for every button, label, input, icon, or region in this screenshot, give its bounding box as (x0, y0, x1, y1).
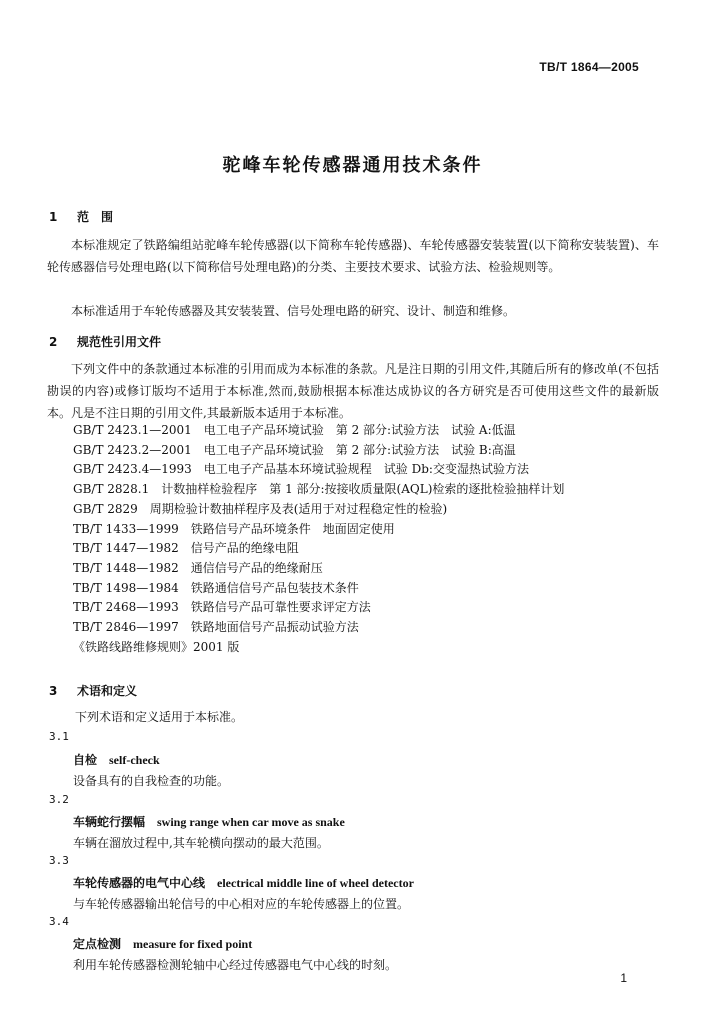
term-zh: 车辆蛇行摆幅 (73, 815, 146, 829)
term-definition: 车辆在溜放过程中,其车轮横向摆动的最大范围。 (73, 836, 329, 850)
term-definition: 设备具有的自我检查的功能。 (73, 774, 230, 788)
reference-item: GB/T 2829 周期检验计数抽样程序及表(适用于对过程稳定性的检验) (73, 501, 448, 516)
term-zh: 自检 (73, 753, 98, 767)
section-number: 2 (49, 335, 58, 349)
reference-item: GB/T 2423.1—2001 电工电子产品环境试验 第 2 部分:试验方法 试验 A:低温 (73, 423, 516, 437)
reference-item: 《铁路线路维修规则》2001 版 (73, 639, 240, 654)
term-definition: 与车轮传感器输出轮信号的中心相对应的车轮传感器上的位置。 (73, 897, 410, 911)
term-title (73, 813, 345, 830)
page-number: 1 (620, 971, 627, 985)
term-title (73, 751, 160, 768)
section-title: 范 围 (77, 210, 114, 224)
section-title: 术语和定义 (77, 684, 138, 698)
reference-item: GB/T 2423.4—1993 电工电子产品基本环境试验规程 试验 Db:交变湿热试验方法 (73, 462, 529, 477)
section-1-heading (49, 208, 113, 225)
section-2-heading (49, 333, 161, 350)
term-en: electrical middle line of wheel detector (217, 876, 414, 890)
term-number: 3.1 (49, 730, 69, 743)
term-number: 3.3 (49, 854, 69, 867)
term-en: self-check (109, 753, 160, 767)
term-en: swing range when car move as snake (157, 815, 345, 829)
section-1-paragraph-1: 本标准规定了铁路编组站驼峰车轮传感器(以下简称车轮传感器)、车轮传感器安装装置(以下简称安装装置)、车轮传感器信号处理电路(以下简称信号处理电路)的分类、主要技术要求、试验方法、检验规则等。 (47, 238, 659, 274)
standard-code: TB/T 1864—2005 (539, 60, 639, 74)
reference-item: TB/T 1448—1982 通信信号产品的绝缘耐压 (73, 560, 323, 575)
reference-list (73, 421, 564, 657)
reference-item: GB/T 2828.1 计数抽样检验程序 第 1 部分:按接收质量限(AQL)检索的逐批检验抽样计划 (73, 482, 565, 497)
section-1-paragraph-2: 本标准适用于车轮传感器及其安装装置、信号处理电路的研究、设计、制造和维修。 (71, 304, 516, 318)
section-number: 1 (49, 210, 58, 224)
section-3-heading (49, 682, 137, 699)
term-number: 3.4 (49, 915, 69, 928)
term-en: measure for fixed point (133, 937, 253, 951)
reference-item: TB/T 2846—1997 铁路地面信号产品振动试验方法 (73, 620, 359, 635)
section-title: 规范性引用文件 (77, 335, 162, 349)
term-title (73, 935, 252, 952)
reference-item: TB/T 1447—1982 信号产品的绝缘电阻 (73, 541, 299, 556)
term-number: 3.2 (49, 793, 69, 806)
document-title: 驼峰车轮传感器通用技术条件 (222, 155, 483, 176)
reference-item: GB/T 2423.2—2001 电工电子产品环境试验 第 2 部分:试验方法 试验 B:高温 (73, 442, 516, 457)
section-3-intro: 下列术语和定义适用于本标准。 (75, 710, 244, 724)
term-title (73, 874, 414, 891)
reference-item: TB/T 1433—1999 铁路信号产品环境条件 地面固定使用 (73, 521, 395, 536)
term-zh: 车轮传感器的电气中心线 (73, 876, 206, 890)
reference-item: TB/T 1498—1984 铁路通信信号产品包装技术条件 (73, 580, 359, 595)
section-number: 3 (49, 684, 58, 698)
term-zh: 定点检测 (73, 937, 122, 951)
reference-item: TB/T 2468—1993 铁路信号产品可靠性要求评定方法 (73, 600, 371, 615)
section-2-paragraph: 下列文件中的条款通过本标准的引用而成为本标准的条款。凡是注日期的引用文件,其随后所有的修改单(不包括勘误的内容)或修订版均不适用于本标准,然而,鼓励根据本标准达成协议的各方研究是否可使用这些文件的最新版本。凡是不注日期的引用文件,其最新版本适用于本标准。 (47, 362, 659, 420)
term-definition: 利用车轮传感器检测轮轴中心经过传感器电气中心线的时刻。 (73, 958, 398, 972)
